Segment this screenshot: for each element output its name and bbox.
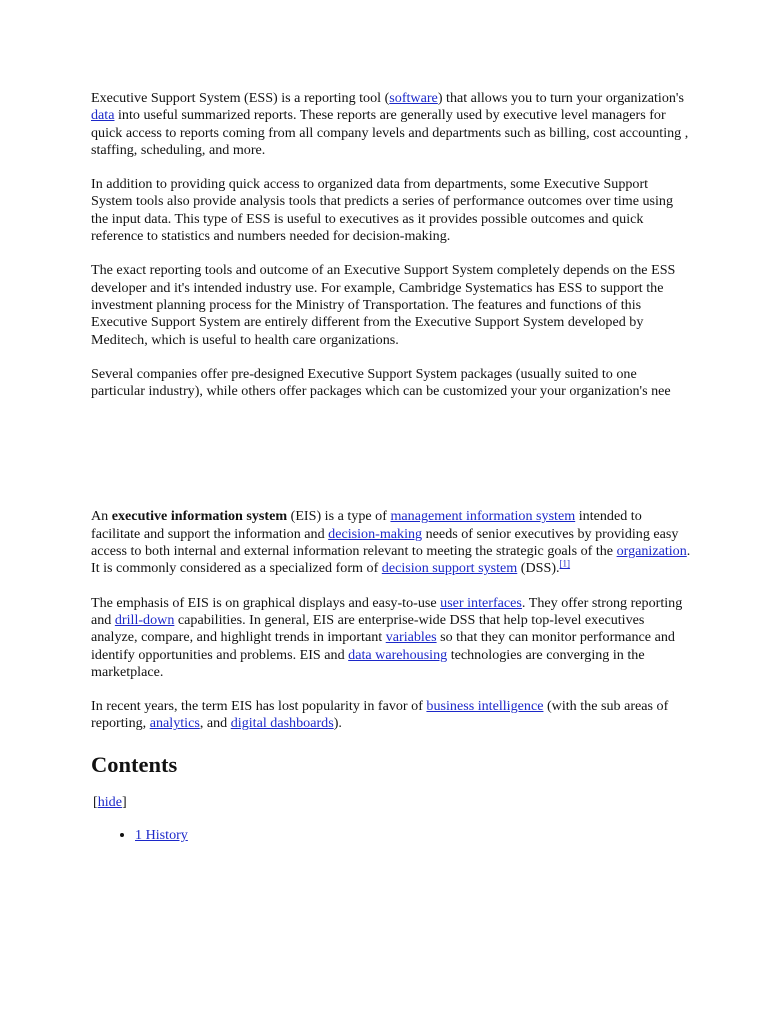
link-decision-making[interactable]: decision-making	[328, 525, 423, 542]
hide-toc-link[interactable]: hide	[97, 793, 122, 810]
text-run: . They offer strong reporting and	[91, 594, 683, 628]
ess-paragraph-4: Several companies offer pre-designed Executive Support System packages (usually suited to one particular industry), while others offer packages which can be customized your your organization's nee	[91, 365, 671, 400]
text-run: Executive Support System (ESS) is a reporting tool (	[91, 90, 390, 106]
eis-paragraph-3	[91, 698, 691, 733]
reference-link-1[interactable]: [1]	[559, 558, 571, 569]
text-run: intended to facilitate and support the information and	[91, 508, 642, 542]
toc-toggle	[91, 794, 691, 811]
toc-item	[135, 827, 691, 844]
contents-heading: Contents	[91, 751, 178, 777]
text-run: (DSS).	[517, 560, 560, 577]
text-run: needs of senior executives by providing easy access to both internal and external information relevant to meeting the strategic goals of the	[91, 525, 679, 560]
text-run: The emphasis of EIS is on graphical displays and easy-to-use	[91, 594, 441, 611]
ess-paragraph-3: The exact reporting tools and outcome of an Executive Support System completely depends on the ESS developer and it's intended industry use. For example, Cambridge Systematics has ESS to support the investment planning process for the Ministry of Transportation. The features and functions of this Executive Support System are entirely different from the Executive Support System developed by Meditech, which is useful to health care organizations.	[91, 262, 676, 348]
toc-link-history[interactable]: 1 History	[135, 826, 188, 843]
text-run: so that they can monitor performance and identify opportunities and problems. EIS and	[91, 629, 675, 663]
text-run: ).	[333, 715, 342, 732]
text-run: ) that allows you to turn your organization's	[437, 90, 684, 106]
bracket-open: [	[93, 793, 98, 810]
link-organization[interactable]: organization	[616, 543, 687, 560]
text-run: . It is commonly considered as a specialized form of	[91, 543, 691, 577]
ess-paragraph-1	[91, 90, 691, 159]
link-management-information-system[interactable]: management information system	[390, 508, 576, 525]
eis-paragraph-2	[91, 595, 691, 681]
text-run: (with the sub areas of reporting,	[91, 698, 669, 732]
link-decision-support-system[interactable]: decision support system	[381, 560, 518, 577]
text-run: into useful summarized reports. These reports are generally used by executive level managers for quick access to reports coming from all company levels and departments such as billing, cost accounting , staffing, scheduling, and more.	[91, 107, 689, 158]
document-page	[91, 90, 691, 844]
eis-paragraph-1	[91, 508, 691, 577]
link-user-interfaces[interactable]: user interfaces	[440, 594, 522, 611]
text-run: In recent years, the term EIS has lost popularity in favor of	[91, 698, 427, 715]
link-analytics[interactable]: analytics	[149, 715, 200, 732]
text-run: An	[91, 508, 112, 525]
link-variables[interactable]: variables	[385, 629, 437, 646]
text-run: technologies are converging in the marketplace.	[91, 646, 645, 680]
text-run: (EIS) is a type of	[287, 508, 391, 525]
text-run: capabilities. In general, EIS are enterprise-wide DSS that help top-level executives analyze, compare, and highlight trends in important	[91, 611, 645, 646]
link-business-intelligence[interactable]: business intelligence	[426, 698, 544, 715]
toc-list	[91, 827, 691, 844]
link-drill-down[interactable]: drill-down	[114, 611, 175, 628]
ess-paragraph-2: In addition to providing quick access to organized data from departments, some Executive Support System tools also provide analysis tools that predicts a series of performance outcomes over time using the input data. This type of ESS is useful to executives as it provides possible outcomes and quick reference to statistics and numbers needed for decision-making.	[91, 176, 674, 245]
link-software[interactable]: software	[389, 90, 438, 106]
eis-term-bold: executive information system	[111, 508, 288, 525]
link-digital-dashboards[interactable]: digital dashboards	[230, 715, 334, 732]
link-data[interactable]: data	[91, 107, 115, 124]
text-run: , and	[199, 715, 231, 732]
link-data-warehousing[interactable]: data warehousing	[348, 646, 448, 663]
bracket-close: ]	[121, 793, 127, 810]
